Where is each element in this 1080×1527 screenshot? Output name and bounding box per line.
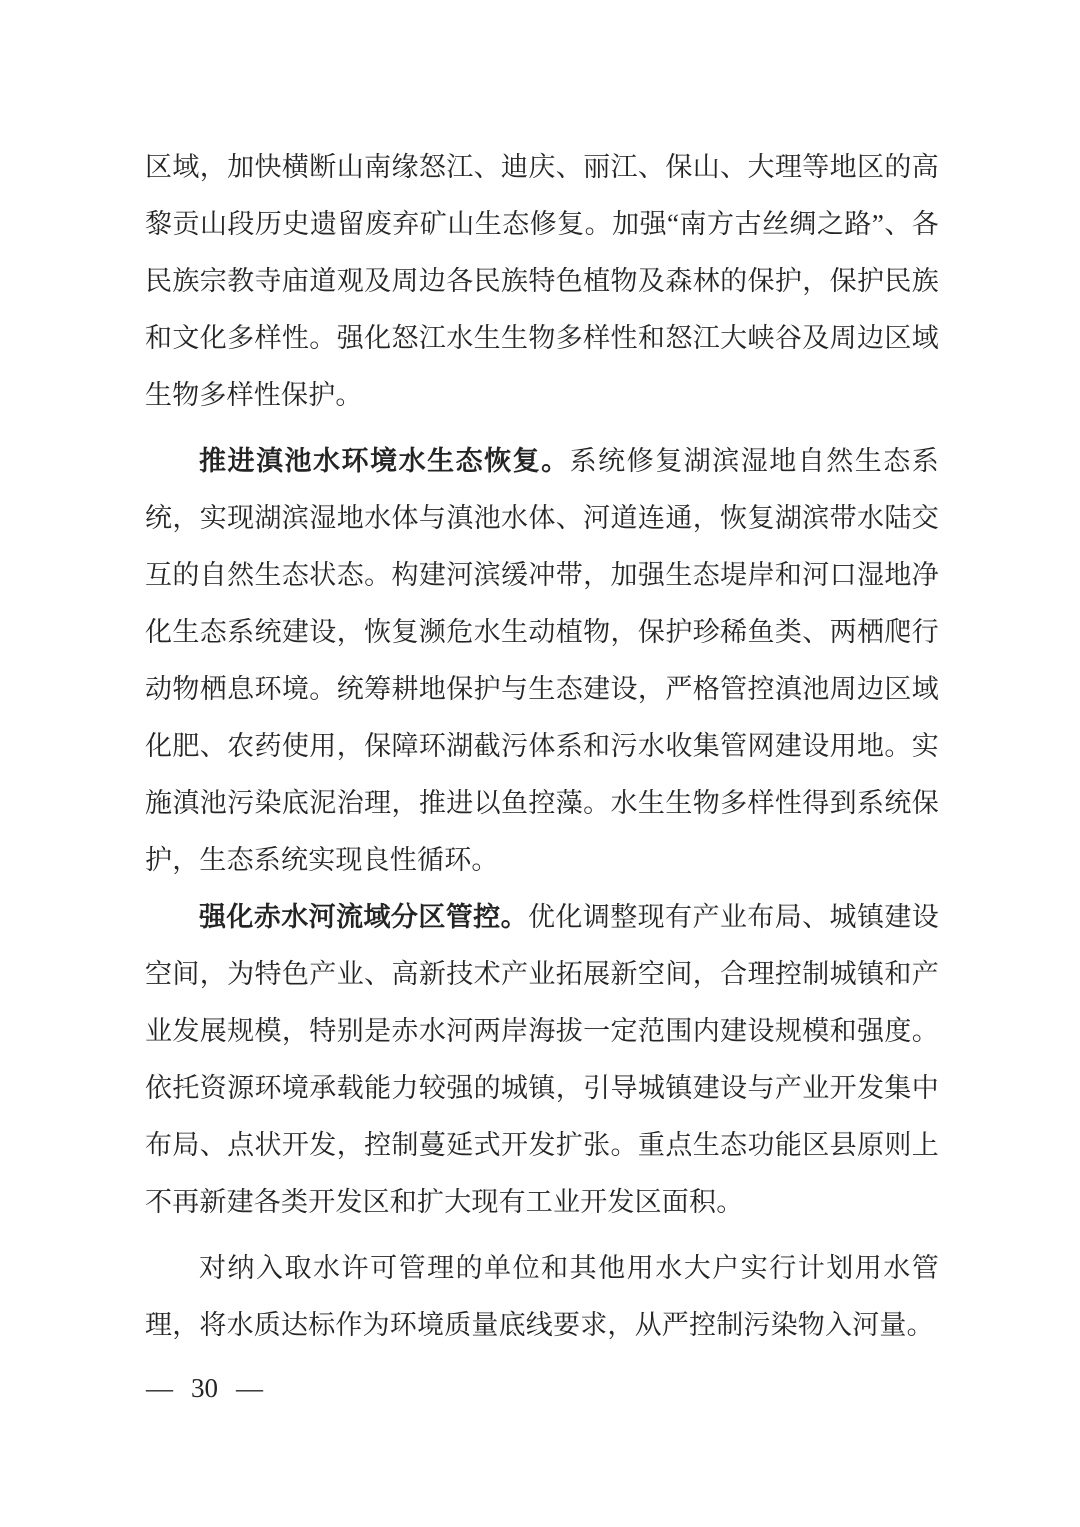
paragraph-body: 优化调整现有产业布局、城镇建设空间，为特色产业、高新技术产业拓展新空间，合理控制城镇和产业发展规模，特别是赤水河两岸海拔一定范围内建设规模和强度。依托资源环境承载能力较强的城镇，引导城镇建设与产业开发集中布局、点状开发，控制蔓延式开发扩张。重点生态功能区县原则上不再新建各类开发区和扩大现有工业开发区面积。	[145, 902, 939, 1217]
footer-dash-left: —	[146, 1373, 173, 1403]
paragraph	[145, 889, 939, 1231]
paragraph	[145, 139, 939, 424]
paragraph-body: 区域，加快横断山南缘怒江、迪庆、丽江、保山、大理等地区的高黎贡山段历史遗留废弃矿山生态修复。加强“南方古丝绸之路”、各民族宗教寺庙道观及周边各民族特色植物及森林的保护，保护民族和文化多样性。强化怒江水生生物多样性和怒江大峡谷及周边区域生物多样性保护。	[145, 152, 939, 410]
footer-dash-right: —	[236, 1373, 263, 1403]
paragraph	[145, 1240, 939, 1354]
paragraph-body: 对纳入取水许可管理的单位和其他用水大户实行计划用水管理，将水质达标作为环境质量底线要求，从严控制污染物入河量。	[145, 1253, 939, 1340]
page-content	[145, 139, 939, 1354]
page-footer	[146, 1368, 263, 1408]
paragraph-lead: 强化赤水河流域分区管控。	[199, 902, 528, 932]
paragraph	[145, 433, 939, 889]
paragraph-lead: 推进滇池水环境水生态恢复。	[199, 446, 570, 476]
page-number: 30	[191, 1373, 218, 1403]
paragraph-body: 系统修复湖滨湿地自然生态系统，实现湖滨湿地水体与滇池水体、河道连通，恢复湖滨带水陆交互的自然生态状态。构建河滨缓冲带，加强生态堤岸和河口湿地净化生态系统建设，恢复濒危水生动植物，保护珍稀鱼类、两栖爬行动物栖息环境。统筹耕地保护与生态建设，严格管控滇池周边区域化肥、农药使用，保障环湖截污体系和污水收集管网建设用地。实施滇池污染底泥治理，推进以鱼控藻。水生生物多样性得到系统保护，生态系统实现良性循环。	[145, 446, 939, 875]
